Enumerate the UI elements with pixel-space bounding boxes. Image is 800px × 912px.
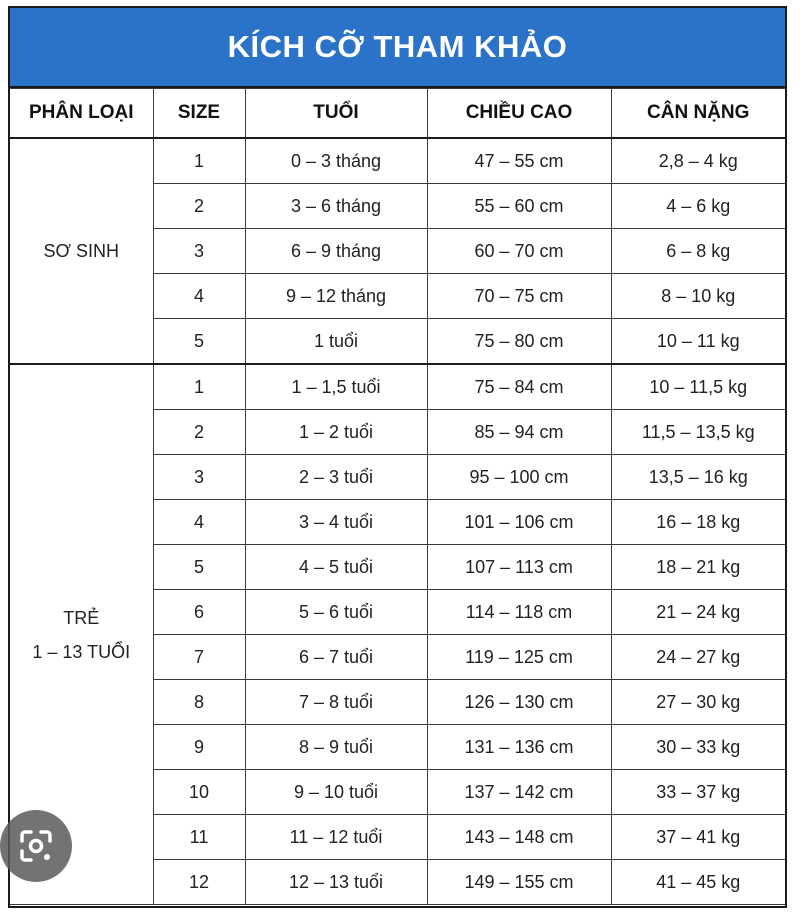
height-cell: 131 – 136 cm [427, 725, 611, 770]
weight-cell: 21 – 24 kg [611, 590, 785, 635]
weight-cell: 30 – 33 kg [611, 725, 785, 770]
weight-cell: 16 – 18 kg [611, 500, 785, 545]
size-cell: 1 [153, 364, 245, 410]
weight-cell: 6 – 8 kg [611, 229, 785, 274]
age-cell: 9 – 10 tuổi [245, 770, 427, 815]
age-cell: 4 – 5 tuổi [245, 545, 427, 590]
weight-cell: 41 – 45 kg [611, 860, 785, 905]
height-cell: 143 – 148 cm [427, 815, 611, 860]
age-cell: 6 – 9 tháng [245, 229, 427, 274]
height-cell: 126 – 130 cm [427, 680, 611, 725]
size-cell: 1 [153, 138, 245, 184]
category-label-line: TRẺ [63, 607, 100, 628]
size-cell: 2 [153, 184, 245, 229]
weight-cell: 24 – 27 kg [611, 635, 785, 680]
weight-cell: 27 – 30 kg [611, 680, 785, 725]
height-cell: 101 – 106 cm [427, 500, 611, 545]
height-cell: 60 – 70 cm [427, 229, 611, 274]
height-cell: 75 – 80 cm [427, 319, 611, 365]
table-row [10, 364, 785, 410]
age-cell: 9 – 12 tháng [245, 274, 427, 319]
size-cell: 4 [153, 500, 245, 545]
visual-search-lens-button[interactable] [0, 810, 72, 882]
weight-cell: 37 – 41 kg [611, 815, 785, 860]
weight-cell: 18 – 21 kg [611, 545, 785, 590]
height-cell: 55 – 60 cm [427, 184, 611, 229]
age-cell: 8 – 9 tuổi [245, 725, 427, 770]
height-cell: 70 – 75 cm [427, 274, 611, 319]
height-cell: 149 – 155 cm [427, 860, 611, 905]
size-cell: 4 [153, 274, 245, 319]
height-cell: 85 – 94 cm [427, 410, 611, 455]
age-cell: 11 – 12 tuổi [245, 815, 427, 860]
header-age: TUỔI [245, 89, 427, 139]
height-cell: 114 – 118 cm [427, 590, 611, 635]
chart-title: KÍCH CỠ THAM KHẢO [10, 8, 785, 88]
age-cell: 1 – 1,5 tuổi [245, 364, 427, 410]
weight-cell: 11,5 – 13,5 kg [611, 410, 785, 455]
height-cell: 137 – 142 cm [427, 770, 611, 815]
table-row [10, 138, 785, 184]
size-cell: 3 [153, 229, 245, 274]
header-size: SIZE [153, 89, 245, 139]
height-cell: 119 – 125 cm [427, 635, 611, 680]
size-cell: 6 [153, 590, 245, 635]
category-label-line: SƠ SINH [43, 241, 119, 261]
category-cell [10, 138, 153, 364]
age-cell: 2 – 3 tuổi [245, 455, 427, 500]
visual-search-lens-icon [16, 826, 56, 866]
age-cell: 7 – 8 tuổi [245, 680, 427, 725]
age-cell: 3 – 4 tuổi [245, 500, 427, 545]
table-body [10, 138, 785, 905]
size-cell: 8 [153, 680, 245, 725]
weight-cell: 4 – 6 kg [611, 184, 785, 229]
height-cell: 95 – 100 cm [427, 455, 611, 500]
size-cell: 9 [153, 725, 245, 770]
weight-cell: 2,8 – 4 kg [611, 138, 785, 184]
size-cell: 10 [153, 770, 245, 815]
category-label-line: 1 – 13 TUỔI [32, 641, 131, 662]
size-cell: 7 [153, 635, 245, 680]
age-cell: 1 – 2 tuổi [245, 410, 427, 455]
header-weight: CÂN NẶNG [611, 89, 785, 139]
header-category: PHÂN LOẠI [10, 89, 153, 139]
weight-cell: 10 – 11,5 kg [611, 364, 785, 410]
weight-cell: 13,5 – 16 kg [611, 455, 785, 500]
age-cell: 5 – 6 tuổi [245, 590, 427, 635]
header-height: CHIỀU CAO [427, 89, 611, 139]
age-cell: 1 tuổi [245, 319, 427, 365]
weight-cell: 10 – 11 kg [611, 319, 785, 365]
age-cell: 0 – 3 tháng [245, 138, 427, 184]
size-cell: 3 [153, 455, 245, 500]
height-cell: 47 – 55 cm [427, 138, 611, 184]
weight-cell: 33 – 37 kg [611, 770, 785, 815]
age-cell: 6 – 7 tuổi [245, 635, 427, 680]
size-cell: 2 [153, 410, 245, 455]
age-cell: 12 – 13 tuổi [245, 860, 427, 905]
height-cell: 75 – 84 cm [427, 364, 611, 410]
size-chart [8, 6, 787, 908]
size-cell: 5 [153, 545, 245, 590]
header-row [10, 89, 785, 139]
size-cell: 11 [153, 815, 245, 860]
size-cell: 5 [153, 319, 245, 365]
age-cell: 3 – 6 tháng [245, 184, 427, 229]
size-table [10, 88, 785, 905]
weight-cell: 8 – 10 kg [611, 274, 785, 319]
height-cell: 107 – 113 cm [427, 545, 611, 590]
size-cell: 12 [153, 860, 245, 905]
